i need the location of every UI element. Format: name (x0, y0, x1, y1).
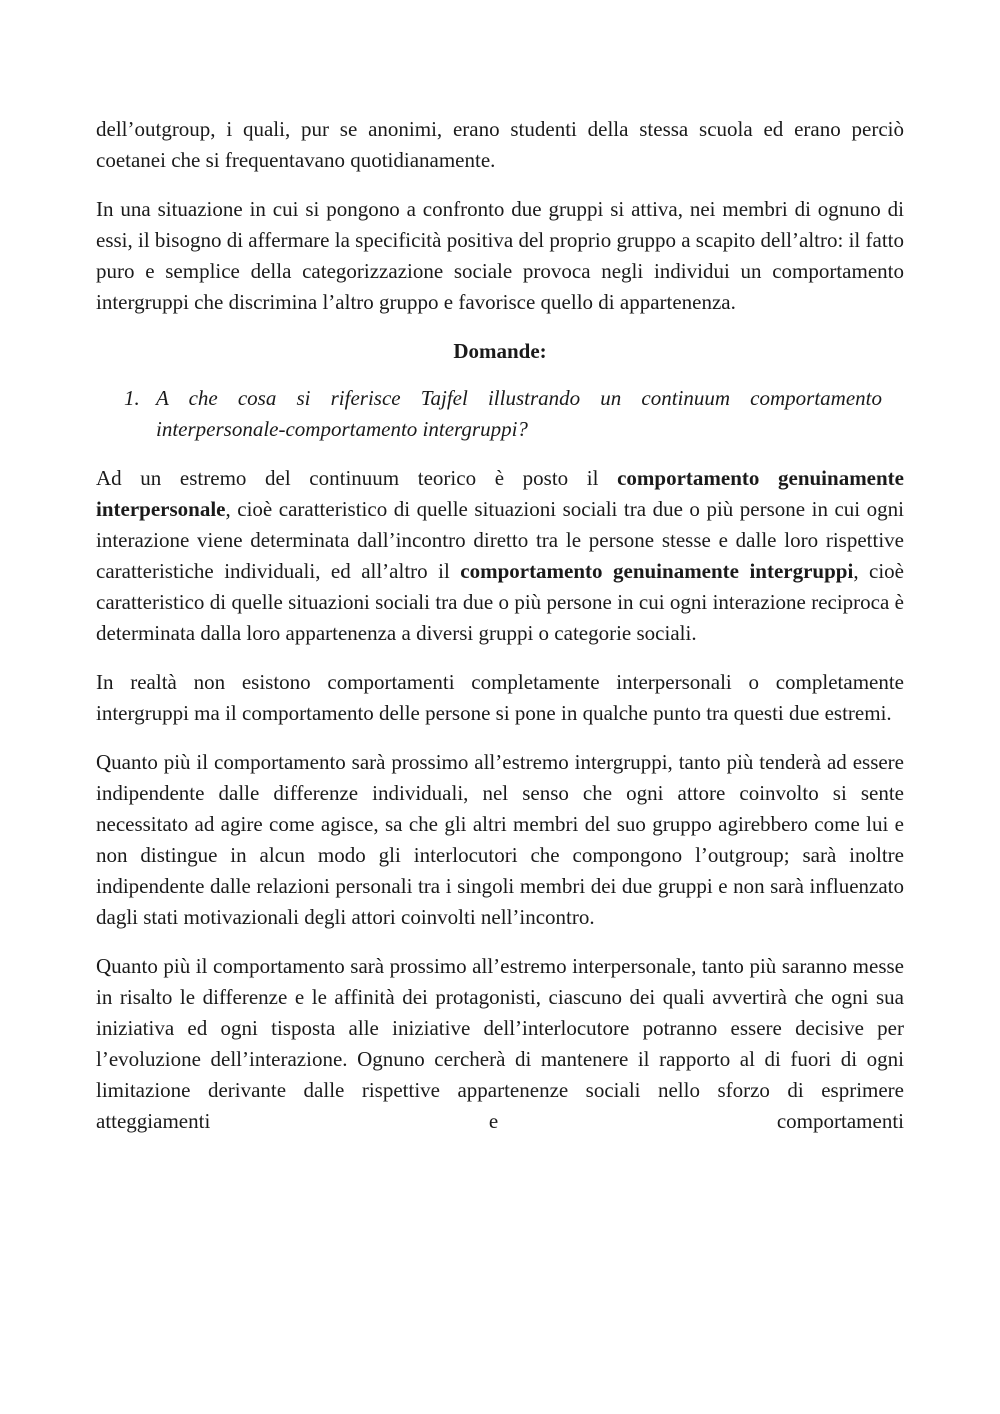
question-text: A che cosa si riferisce Tajfel illustrando un continuum comportamento interpersonale-comportamento intergruppi? (156, 386, 882, 441)
paragraph-intergroup-extreme: Quanto più il comportamento sarà prossimo all’estremo intergruppi, tanto più tenderà ad essere indipendente dalle differenze individuali, nel senso che ogni attore coinvolto si sente necessitato ad agire come agisce, sa che gli altri membri del suo gruppo agirebbero come lui e non distingue in alcun modo gli interlocutori che compongono l’outgroup; sarà inoltre indipendente dalle relazioni personali tra i singoli membri dei due gruppi e non sarà influenzato dagli stati motivazionali degli attori coinvolti nell’incontro. (96, 750, 904, 929)
question-number: 1. (124, 386, 140, 410)
paragraph-text: , cioè caratteristico di quelle situazioni sociali tra due o più persone in cui ogni interazione viene determinata dall’incontro diretto tra le persone stesse e dalle loro rispettive caratteristiche individuali, ed all’altro il (96, 497, 904, 583)
paragraph-reality: In realtà non esistono comportamenti completamente interpersonali o completamente intergruppi ma il comportamento delle persone si pone in qualche punto tra questi due estremi. (96, 670, 904, 725)
paragraph-outgroup-continuation: dell’outgroup, i quali, pur se anonimi, erano studenti della stessa scuola ed erano perciò coetanei che si frequentavano quotidianamente. (96, 117, 904, 172)
paragraph-text: Ad un estremo del continuum teorico è posto il (96, 466, 618, 490)
questions-list (96, 383, 904, 445)
document-page (96, 114, 904, 1155)
paragraph-text: , cioè caratteristico di quelle situazioni sociali tra due o più persone in cui ogni interazione reciproca è determinata dalla loro appartenenza a diversi gruppi o categorie sociali. (96, 559, 904, 645)
question-item (96, 383, 904, 445)
bold-term-interpersonal: comportamento genuinamente interpersonale (96, 466, 904, 521)
paragraph-interpersonal-extreme: Quanto più il comportamento sarà prossimo all’estremo interpersonale, tanto più saranno messe in risalto le differenze e le affinità dei protagonisti, ciascuno dei quali avvertirà che ogni sua iniziativa ed ogni tisposta alle iniziative dell’interlocutore potranno essere decisive per l’evoluzione dell’interazione. Ognuno cercherà di mantenere il rapporto al di fuori di ogni limitazione derivante dalle rispettive appartenenze sociali nello sforzo di esprimere atteggiamenti e comportamenti (96, 954, 904, 1133)
bold-term-intergroup: comportamento genuinamente intergruppi (460, 559, 854, 583)
paragraph-group-comparison: In una situazione in cui si pongono a confronto due gruppi si attiva, nei membri di ognuno di essi, il bisogno di affermare la specificità positiva del proprio gruppo a scapito dell’altro: il fatto puro e semplice della categorizzazione sociale provoca negli individui un comportamento intergruppi che discrimina l’altro gruppo e favorisce quello di appartenenza. (96, 197, 904, 314)
questions-heading: Domande: (453, 339, 547, 363)
paragraph-continuum-extremes (96, 463, 904, 649)
